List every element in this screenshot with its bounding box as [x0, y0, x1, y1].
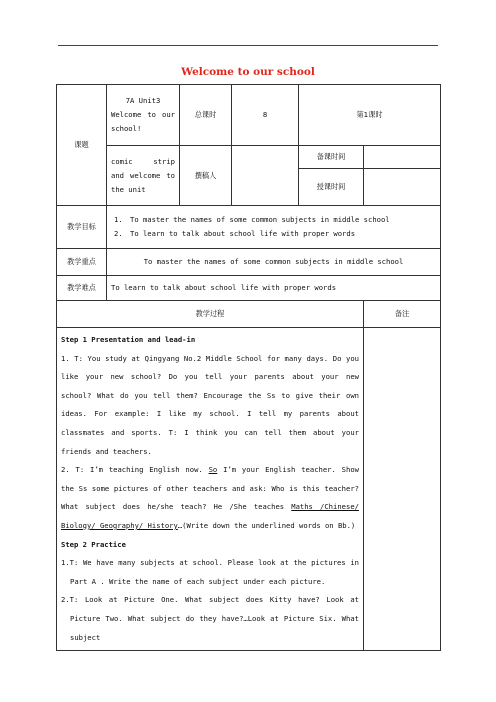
period-cell: 第1课时: [299, 85, 441, 146]
objectives-cell: [107, 206, 441, 249]
section-cell: comic strip and welcome to the unit: [107, 146, 180, 206]
header-rule: [58, 45, 438, 46]
objective-item: 2. To learn to talk about school life with proper words: [127, 227, 436, 241]
step1-title: Step 1 Presentation and lead-in: [61, 335, 196, 344]
total-hours-label: 总课时: [180, 85, 232, 146]
process-header: 教学过程: [57, 301, 364, 328]
key-points-text: To master the names of some common subjects in middle school: [107, 249, 441, 276]
teach-time-label: 授课时间: [299, 169, 364, 206]
underlined-so: So: [208, 465, 218, 475]
step2-paragraph-1: 1.T: We have many subjects at school. Please look at the pictures in Part A . Write the name of each subject under each picture.: [61, 558, 359, 586]
topic-label: 课题: [57, 85, 107, 206]
notes-header: 备注: [364, 301, 441, 328]
author-value: [232, 146, 299, 206]
step1-paragraph-1: 1. T: You study at Qingyang No.2 Middle School for many days. Do you like your new school? Do you tell your parents about your new school? What do you tell them? Encourage the Ss to give their own ideas. For example: I like my school. I tell my parents about classmates and sports. T: I think you can tell them about your friends and teachers.: [61, 353, 359, 456]
lesson-plan-table: [56, 84, 441, 651]
notes-cell: [364, 328, 441, 651]
key-points-label: 教学重点: [57, 249, 107, 276]
objectives-label: 教学目标: [57, 206, 107, 249]
difficulties-label: 教学难点: [57, 276, 107, 301]
process-body: [57, 328, 364, 651]
step2-title: Step 2 Practice: [61, 539, 126, 549]
objectives-list: [111, 213, 436, 241]
difficulties-text: To learn to talk about school life with proper words: [107, 276, 441, 301]
total-hours-value: 8: [232, 85, 299, 146]
page-title: Welcome to our school: [181, 66, 315, 78]
unit-line-1: 7A Unit3: [125, 96, 161, 105]
teach-time-value: [364, 169, 441, 206]
prep-time-label: 备课时间: [299, 146, 364, 169]
step1-paragraph-2: 2. T: I’m teaching English now. So I’m your English teacher. Show the Ss some pictures of other teachers and ask: Who is this teacher? What subject does he/she teach? He /She teaches Maths /Chinese/ Biology/ Geography/ History…(Write down the underlined words on Bb.): [61, 465, 359, 530]
objective-item: 1. To master the names of some common subjects in middle school: [127, 213, 436, 227]
step2-paragraph-2: 2.T: Look at Picture One. What subject does Kitty have? Look at Picture Two. What subject do they have?…Look at Picture Six. What subject: [61, 595, 359, 642]
unit-line-2: Welcome to our school!: [111, 110, 175, 133]
author-label: 撰稿人: [180, 146, 232, 206]
prep-time-value: [364, 146, 441, 169]
unit-cell: [107, 85, 180, 146]
underlined-subjects: Maths /Chinese/ Biology/ Geography/ History: [61, 502, 359, 530]
